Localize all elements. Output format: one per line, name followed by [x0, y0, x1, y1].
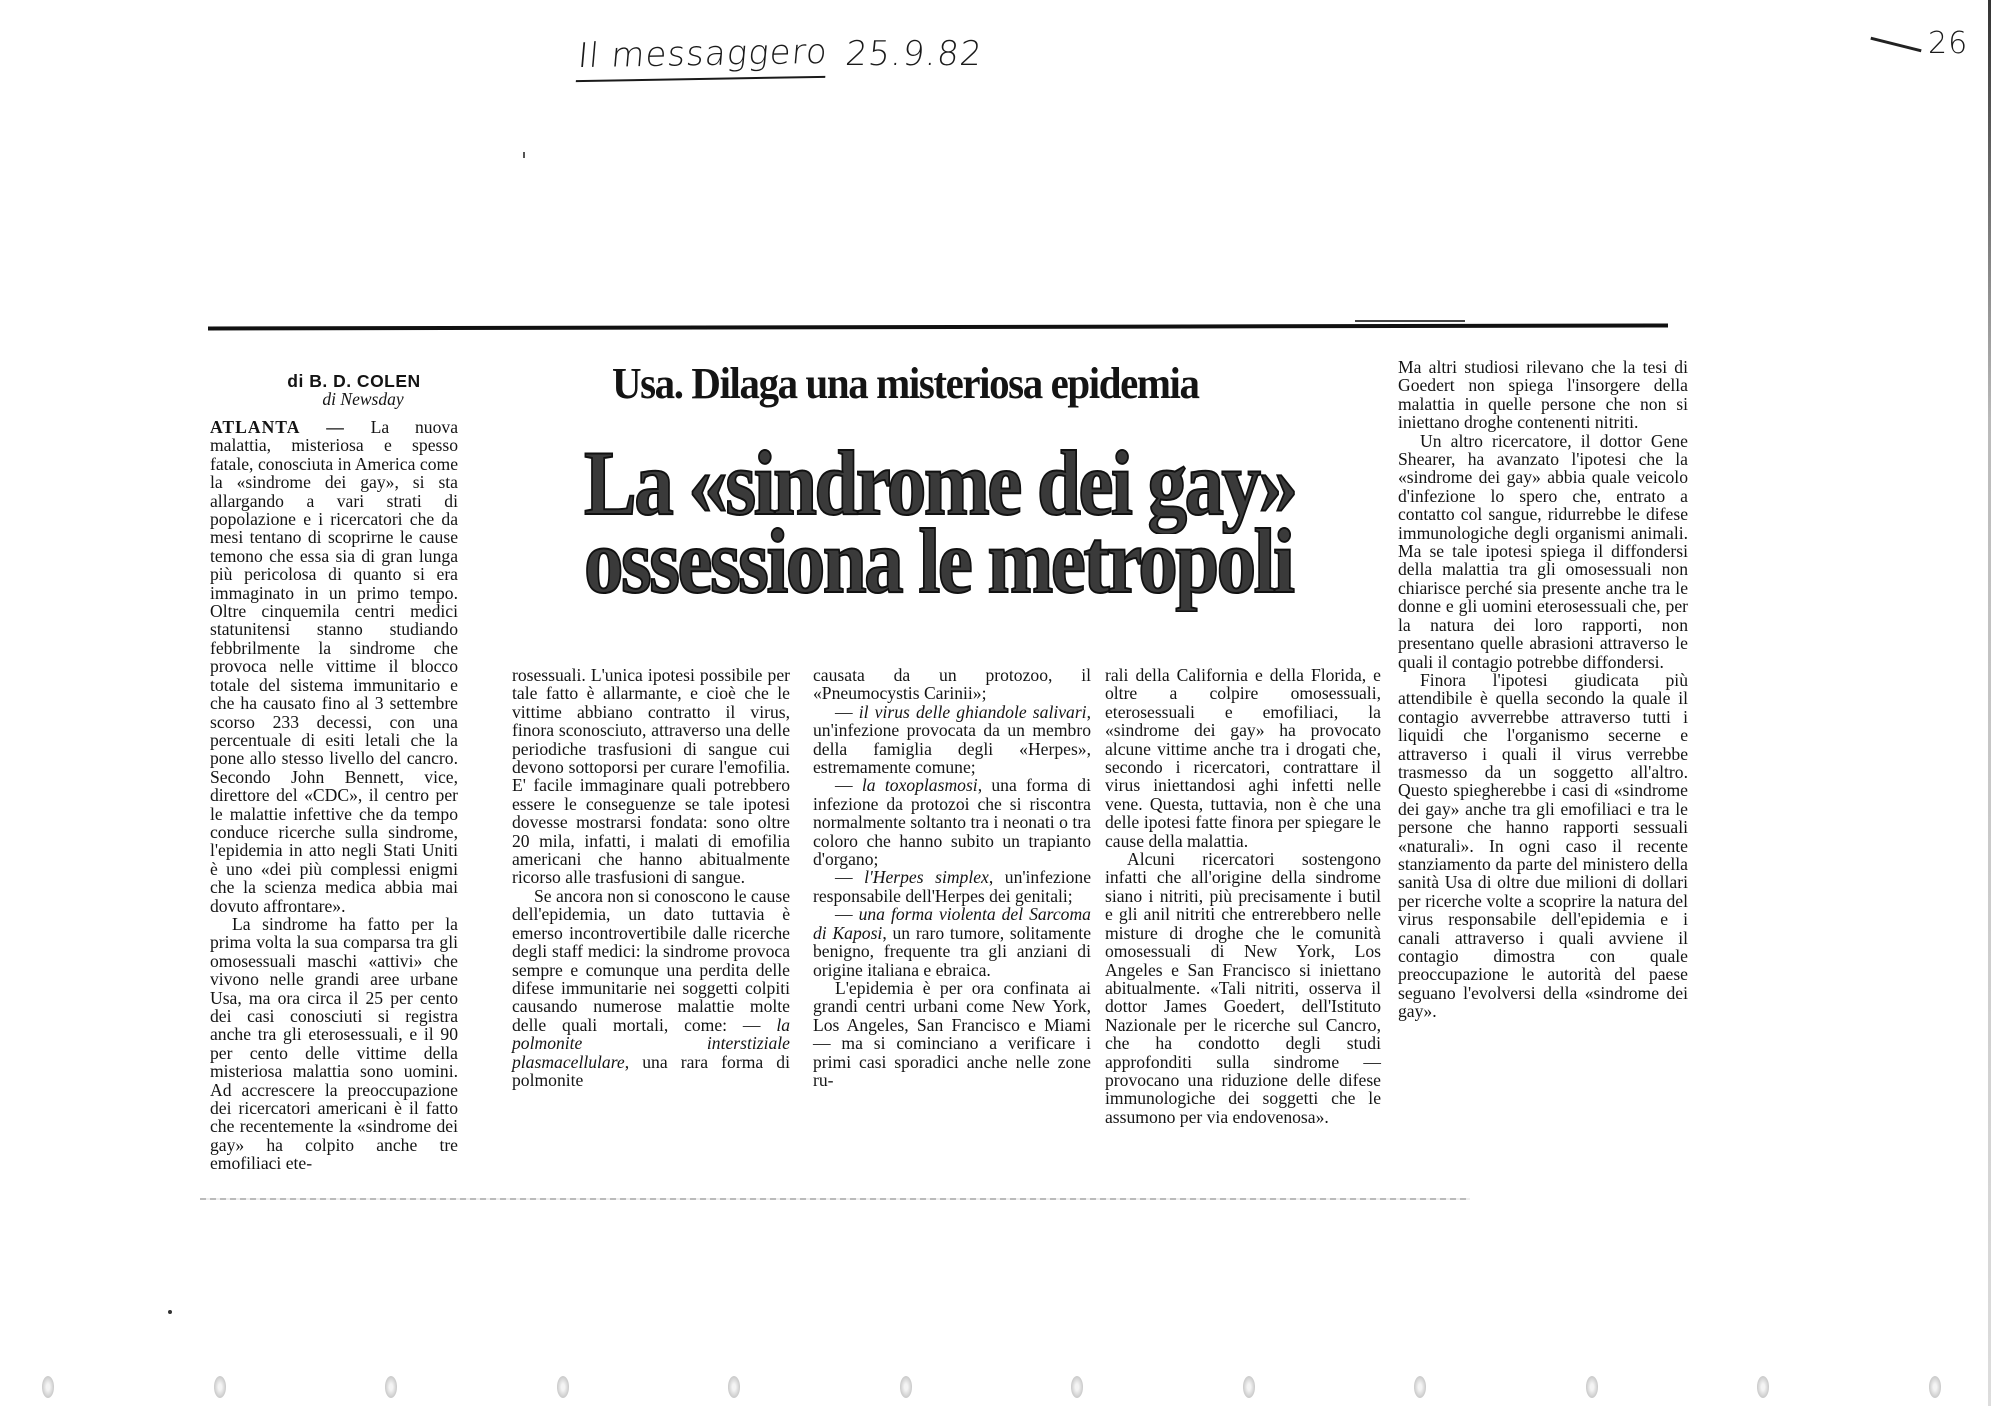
clipping-bottom-edge — [200, 1198, 1470, 1200]
column-1-paragraph-1 — [210, 418, 458, 915]
column-3-paragraph-1: causata da un protozoo, il «Pneumocystis Carinii»; — [813, 665, 1091, 704]
stray-mark — [523, 152, 525, 158]
punch-hole-icon — [1071, 1376, 1083, 1398]
punch-hole-icon — [385, 1376, 397, 1398]
article-column-3 — [813, 666, 1091, 1089]
punch-hole-icon — [42, 1376, 54, 1398]
article-column-2 — [512, 666, 790, 1089]
column-3-paragraph-5: — una forma violenta del Sarcoma di Kaposi, un raro tumore, solitamente benigno, frequente tra gli anziani di origine italiana e ebraica. — [813, 904, 1091, 980]
stray-mark — [168, 1310, 172, 1314]
column-3-paragraph-4: — l'Herpes simplex, un'infezione responsabile dell'Herpes dei genitali; — [813, 867, 1091, 906]
punch-hole-icon — [728, 1376, 740, 1398]
column-5-paragraph-2: Un altro ricercatore, il dottor Gene Shearer, ha avanzato l'ipotesi che la «sindrome dei gay» abbia quale veicolo d'infezione lo spero che, entrato a contatto col sangue, ridurrebbe le difese immunologiche degli organismi animali. Ma se tale ipotesi spiega il diffondersi della malattia tra gli omosessuali non chiarisce perché sia presente anche tra le donne e gli uomini eterosessuali che, per la natura dei loro rapporti, non presentano quelle abrasioni attraverso le quali il contagio potrebbe diffondersi. — [1398, 430, 1688, 672]
column-3-paragraph-2: — il virus delle ghiandole salivari, un'infezione provocata da un membro della famiglia degli «Herpes», estremamente comune; — [813, 701, 1091, 778]
article-column-5 — [1398, 358, 1688, 1021]
punch-hole-icon — [1414, 1376, 1426, 1398]
punch-hole-icon — [1757, 1376, 1769, 1398]
column-3-paragraph-6: L'epidemia è per ora confinata ai grandi centri urbani come New York, Los Angeles, San Francisco e Miami — ma si cominciano a verificare i primi casi sporadici anche nelle zone ru- — [813, 977, 1091, 1090]
dateline: ATLANTA — — [210, 417, 345, 437]
column-3-paragraph-3: — la toxoplasmosi, una forma di infezione da protozoi che si riscontra normalmente soltanto tra i neonati o tra coloro che hanno subito un trapianto d'organo; — [813, 775, 1091, 870]
byline-source: di Newsday — [322, 389, 404, 410]
top-rule-fragment — [1355, 320, 1465, 322]
punch-hole-icon — [557, 1376, 569, 1398]
publication-name: Il messaggero — [576, 32, 830, 82]
column-1-paragraph-1-text: La nuova malattia, misteriosa e spesso fatale, conosciuta in America come la «sindrome dei gay», si sta allargando a vari strati di popolazione e i ricercatori che da mesi tentano di scoprirne le cause temono che essa sia di gran lunga più pericolosa di quanto si era immaginato in un primo tempo. Oltre cinquemila centri medici statunitensi stanno studiando febbrilmente la sindrome che provoca nelle vittime il blocco totale del sistema immunitario e che ha causato fino al 3 settembre scorso 233 decessi, con una percentuale di esiti letali che la pone allo stesso livello del cancro. Secondo John Bennett, vice, direttore del «CDC», il centro per le malattie infettive che da tempo conduce ricerche sulla sindrome, l'epidemia in atto negli Stati Uniti è uno «dei più complessi enigmi che la scienza medica abbia mai dovuto affrontare». — [210, 417, 459, 916]
punch-hole-icon — [214, 1376, 226, 1398]
punch-hole-icon — [1243, 1376, 1255, 1398]
punch-hole-icon — [1929, 1376, 1941, 1398]
article-kicker: Usa. Dilaga una misteriosa epidemia — [612, 359, 1199, 408]
top-rule — [208, 323, 1668, 330]
punch-hole-icon — [900, 1376, 912, 1398]
article-headline-line-2: ossessiona le metropoli — [584, 510, 1293, 612]
column-5-paragraph-1: Ma altri studiosi rilevano che la tesi di Goedert non spiega l'insorgere della malattia in quelle persone che non si iniettano droghe contenenti nitriti. — [1398, 357, 1688, 433]
page-mark — [1870, 26, 1968, 61]
article-column-4 — [1105, 666, 1381, 1126]
handwritten-source-annotation — [576, 31, 985, 80]
byline-author: di B. D. COLEN — [287, 371, 421, 391]
page-mark-number: 26 — [1928, 26, 1969, 61]
byline — [210, 372, 458, 409]
column-5-paragraph-3: Finora l'ipotesi giudicata più attendibile è quella secondo la quale il contagio avverrebbe attraverso tutti i liquidi che l'organismo secerne e attraverso i quali il virus verrebbe trasmesso da un soggetto all'altro. Questo spiegherebbe i casi di «sindrome dei gay» anche tra gli emofiliaci e tra le persone che hanno rapporti sessuali «naturali». In ogni caso il recente stanziamento da parte del ministero della sanità Usa di oltre due milioni di dollari per ricerche volte a scoprire la natura del virus responsabile dell'epidemia e i canali attraverso i quali avviene il contagio dimostra con quale preoccupazione le autorità del paese seguano l'evolversi della «sindrome dei gay». — [1398, 669, 1688, 1022]
article-headline-line-1: La «sindrome dei gay» — [584, 432, 1296, 534]
column-4-paragraph-2: Alcuni ricercatori sostengono infatti che all'origine della sindrome siano i nitriti, più precisamente i butil e gli anil nitriti che entrerebbero nelle misture di droghe che le comunità omosessuali di New York, Los Angeles e San Francisco si iniettano abitualmente. «Tali nitriti, osserva il dottor James Goedert, dell'Istituto Nazionale per le ricerche sul Cancro, che ha condotto degli studi approfonditi sulla sindrome — provocano una riduzione delle difese immunologiche dei soggetti che le assumono per via endovenosa». — [1105, 849, 1381, 1127]
punch-hole-icon — [1586, 1376, 1598, 1398]
column-4-paragraph-1: rali della California e della Florida, e oltre a colpire omosessuali, eterosessuali e emofiliaci, la «sindrome dei gay» ha provocato alcune vittime anche tra i drogati che, secondo i ricercatori, contrattare il virus iniettandosi aghi infetti nelle vene. Questa, tuttavia, non è che una delle ipotesi fatte finora per spiegare le cause della malattia. — [1105, 665, 1381, 851]
page-mark-stroke-icon — [1870, 37, 1921, 52]
page-edge-line — [1988, 0, 1991, 1406]
article-column-1 — [210, 418, 458, 1173]
column-2-paragraph-2: Se ancora non si conoscono le cause dell'epidemia, un dato tuttavia è emerso incontrovertibile dalle ricerche degli staff medici: la sindrome provoca sempre e comunque una perdita delle difese immunitarie nei soggetti colpiti causando numerose malattie molte delle quali mortali, come: — la polmonite interstiziale plasmacellulare, una rara forma di polmonite — [512, 885, 791, 1090]
column-1-paragraph-2: La sindrome ha fatto per la prima volta la sua comparsa tra gli omosessuali maschi «attivi» che vivono nelle grandi aree urbane Usa, ma ora circa il 25 per cento dei casi conosciuti si registra anche tra gli eterosessuali, e il 90 per cento delle vittime della misteriosa malattia sono uomini. Ad accrescere la preoccupazione dei ricercatori americani è il fatto che recentemente la «sindrome dei gay» ha colpito anche tre emofiliaci ete- — [210, 913, 458, 1174]
publication-date: 25.9.82 — [843, 34, 985, 74]
column-2-paragraph-1: rosessuali. L'unica ipotesi possibile per tale fatto è allarmante, e cioè che le vittime abbiano contratto il virus, finora sconosciuto, attraverso una delle periodiche trasfusioni di sangue cui devono sottoporsi per curare l'emofilia. E' facile immaginare quali potrebbero essere le conseguenze se tale ipotesi dovesse mostrarsi fondata: sono oltre 20 mila, infatti, i malati di emofilia americani che hanno abitualmente ricorso alle trasfusioni di sangue. — [512, 665, 790, 888]
